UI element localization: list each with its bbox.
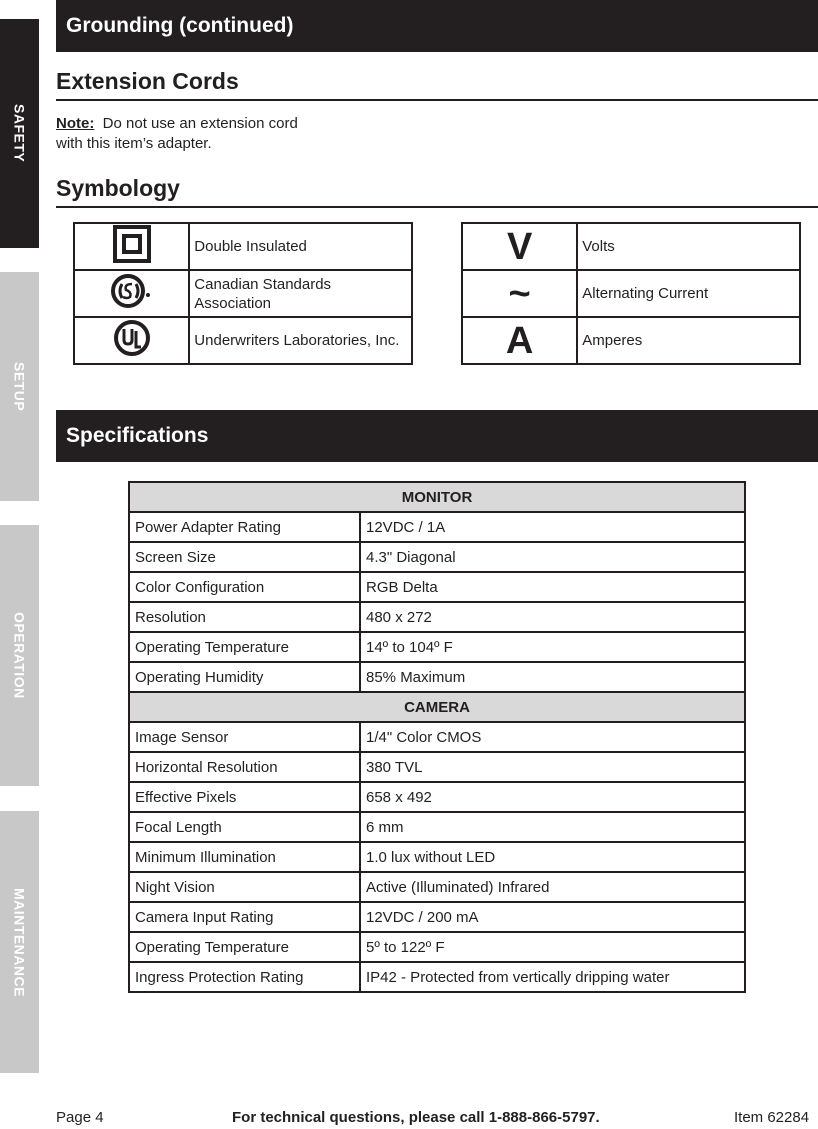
spec-row	[129, 602, 745, 632]
side-tab-label: SAFETY	[11, 104, 28, 163]
spec-label: Image Sensor	[129, 722, 360, 752]
alternating-current-icon	[462, 270, 577, 317]
spec-value: 4.3" Diagonal	[360, 542, 745, 572]
spec-label: Color Configuration	[129, 572, 360, 602]
symbol-description: Canadian Standards Association	[189, 270, 412, 317]
spec-value: IP42 - Protected from vertically dripping water	[360, 962, 745, 992]
spec-label: Effective Pixels	[129, 782, 360, 812]
spec-label: Horizontal Resolution	[129, 752, 360, 782]
side-tab-setup[interactable]	[0, 272, 39, 501]
spec-row	[129, 872, 745, 902]
specifications-header	[56, 410, 818, 462]
spec-label: Focal Length	[129, 812, 360, 842]
spec-row	[129, 512, 745, 542]
ac-glyph: ~	[508, 272, 531, 315]
spec-value: 658 x 492	[360, 782, 745, 812]
spec-value: 1.0 lux without LED	[360, 842, 745, 872]
note-label: Note:	[56, 115, 95, 132]
spec-value: 12VDC / 1A	[360, 512, 745, 542]
camera-group-header	[129, 692, 745, 722]
symbol-description: Alternating Current	[577, 270, 800, 317]
group-title: CAMERA	[129, 692, 745, 722]
spec-row	[129, 842, 745, 872]
symbol-row	[74, 223, 412, 270]
ul-icon	[74, 317, 189, 364]
symbol-row	[462, 317, 800, 364]
spec-label: Night Vision	[129, 872, 360, 902]
volts-icon	[462, 223, 577, 270]
spec-value: 85% Maximum	[360, 662, 745, 692]
symbol-description: Double Insulated	[189, 223, 412, 270]
spec-label: Operating Humidity	[129, 662, 360, 692]
symbol-row	[74, 270, 412, 317]
extension-note	[56, 114, 316, 154]
specifications-table	[128, 481, 746, 993]
symbol-description: Underwriters Laboratories, Inc.	[189, 317, 412, 364]
symbology-table-right	[461, 222, 801, 365]
spec-value: 1/4" Color CMOS	[360, 722, 745, 752]
spec-label: Power Adapter Rating	[129, 512, 360, 542]
monitor-group-header	[129, 482, 745, 512]
spec-row	[129, 902, 745, 932]
spec-row	[129, 662, 745, 692]
spec-row	[129, 752, 745, 782]
volts-glyph: V	[506, 225, 533, 268]
specifications-title: Specifications	[66, 424, 209, 447]
grounding-title: Grounding (continued)	[66, 14, 294, 37]
amperes-icon	[462, 317, 577, 364]
spec-label: Ingress Protection Rating	[129, 962, 360, 992]
symbol-row	[462, 270, 800, 317]
note-text: Do not use an extension cord with this item’s adapter.	[56, 115, 298, 152]
spec-row	[129, 632, 745, 662]
item-number: Item 62284	[734, 1109, 810, 1126]
spec-row	[129, 782, 745, 812]
spec-label: Minimum Illumination	[129, 842, 360, 872]
spec-value: 6 mm	[360, 812, 745, 842]
symbol-description: Volts	[577, 223, 800, 270]
spec-row	[129, 812, 745, 842]
side-tab-maintenance[interactable]	[0, 811, 39, 1073]
symbol-row	[74, 317, 412, 364]
spec-value: RGB Delta	[360, 572, 745, 602]
technical-support-phone: For technical questions, please call 1-888-866-5797.	[232, 1109, 600, 1126]
spec-row	[129, 962, 745, 992]
spec-value: 14º to 104º F	[360, 632, 745, 662]
group-title: MONITOR	[129, 482, 745, 512]
spec-label: Camera Input Rating	[129, 902, 360, 932]
spec-label: Operating Temperature	[129, 932, 360, 962]
symbology-table-left	[73, 222, 413, 365]
spec-row	[129, 722, 745, 752]
side-tab-label: MAINTENANCE	[11, 887, 28, 997]
double-insulated-icon	[74, 223, 189, 270]
amperes-glyph: A	[505, 319, 534, 362]
spec-row	[129, 932, 745, 962]
page-number: Page 4	[56, 1109, 104, 1126]
side-tab-label: OPERATION	[11, 612, 28, 699]
spec-value: Active (Illuminated) Infrared	[360, 872, 745, 902]
symbology-heading: Symbology	[56, 175, 818, 208]
spec-value: 12VDC / 200 mA	[360, 902, 745, 932]
spec-value: 5º to 122º F	[360, 932, 745, 962]
csa-icon	[74, 270, 189, 317]
side-tab-safety[interactable]	[0, 19, 39, 248]
spec-row	[129, 542, 745, 572]
symbol-row	[462, 223, 800, 270]
symbol-description: Amperes	[577, 317, 800, 364]
grounding-header	[56, 0, 818, 52]
spec-value: 480 x 272	[360, 602, 745, 632]
spec-value: 380 TVL	[360, 752, 745, 782]
spec-label: Screen Size	[129, 542, 360, 572]
spec-label: Resolution	[129, 602, 360, 632]
side-tab-label: SETUP	[11, 361, 28, 412]
spec-row	[129, 572, 745, 602]
spec-label: Operating Temperature	[129, 632, 360, 662]
extension-cords-heading: Extension Cords	[56, 68, 818, 101]
side-tab-operation[interactable]	[0, 525, 39, 786]
